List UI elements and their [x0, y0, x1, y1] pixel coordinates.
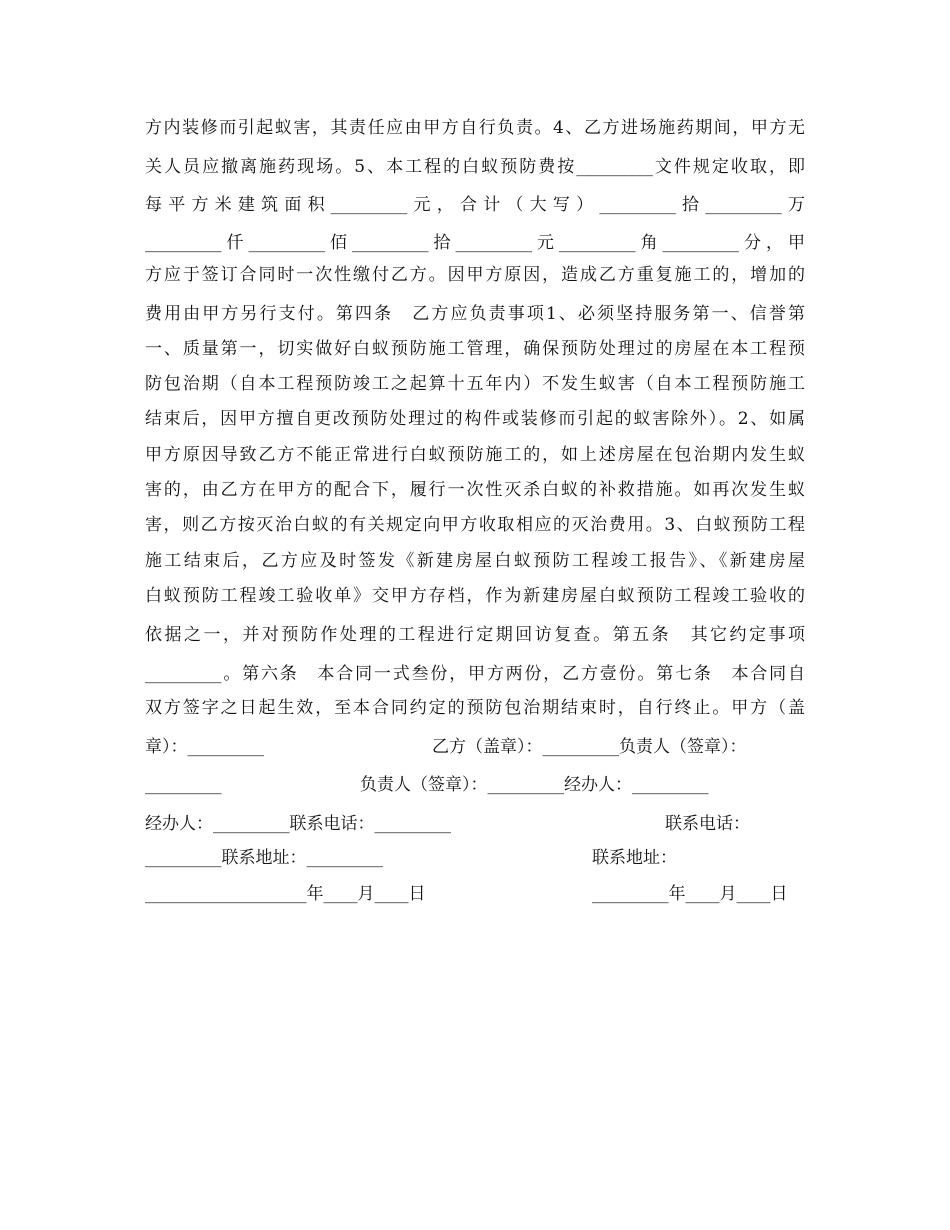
signature-row	[145, 729, 805, 765]
paragraph-line: 甲方原因导致乙方不能正常进行白蚁预防施工的，如上述房屋在包治期内发生蚁	[145, 445, 805, 465]
paragraph-line: 防包治期（自本工程预防竣工之起算十五年内）不发生蚁害（自本工程预防施工	[145, 374, 805, 394]
signature-right-text: 联系地址：	[592, 848, 677, 868]
paragraph-line: 施工结束后，乙方应及时签发《新建房屋白蚁预防工程竣工报告》、《新建房屋	[145, 551, 805, 571]
paragraph-line: 依据之一，并对预防作处理的工程进行定期回访复查。第五条 其它约定事项	[145, 625, 805, 645]
signature-left-text: 章）：_________	[145, 737, 264, 757]
paragraph-line: 每平方米建筑面积_________元，合计（大写）_________拾_________万	[145, 195, 805, 215]
paragraph-line: 结束后，因甲方擅自更改预防处理过的构件或装修而引起的蚁害除外）。2、如属	[145, 409, 805, 429]
signature-mid-text: 乙方（盖章）：_________负责人（签章）：	[432, 737, 747, 757]
paragraph-line: 白蚁预防工程竣工验收单》交甲方存档，作为新建房屋白蚁预防工程竣工验收的	[145, 586, 805, 606]
paragraph-line: _________。第六条 本合同一式叁份，甲方两份，乙方壹份。第七条 本合同自	[145, 664, 805, 684]
paragraph-line: 双方签字之日起生效，至本合同约定的预防包治期结束时，自行终止。甲方（盖	[145, 698, 805, 718]
signature-row	[145, 840, 805, 876]
signature-left-text: _________联系地址：_________	[145, 848, 383, 868]
signature-left-text: 经办人：_________联系电话：_________	[145, 814, 451, 834]
paragraph-line: _________仟_________佰_________拾_________元_________角_________分，甲	[145, 233, 805, 253]
signature-right-text: 联系电话：	[665, 814, 750, 834]
signature-date-right: _________年____月____日	[592, 884, 788, 904]
paragraph-line: 一、质量第一，切实做好白蚁预防施工管理，确保预防处理过的房屋在本工程预	[145, 339, 805, 359]
signature-left-text: _________	[145, 775, 222, 795]
paragraph-line: 费用由甲方另行支付。第四条 乙方应负责事项1、必须坚持服务第一、信誉第	[145, 304, 805, 324]
signature-row	[145, 806, 805, 842]
paragraph-line: 害，则乙方按灭治白蚁的有关规定向甲方收取相应的灭治费用。3、白蚁预防工程	[145, 515, 805, 535]
signature-row	[145, 767, 805, 803]
paragraph-line: 关人员应撤离施药现场。5、本工程的白蚁预防费按_________文件规定收取，即	[145, 157, 805, 177]
paragraph-line: 方内装修而引起蚁害，其责任应由甲方自行负责。4、乙方进场施药期间，甲方无	[145, 118, 805, 138]
signature-mid-text: 负责人（签章）：_________经办人：_________	[360, 775, 709, 795]
paragraph-line: 方应于签订合同时一次性缴付乙方。因甲方原因，造成乙方重复施工的，增加的	[145, 265, 805, 285]
signature-date-left: ___________________年____月____日	[145, 884, 426, 904]
signature-row	[145, 876, 805, 912]
paragraph-line: 害的，由乙方在甲方的配合下，履行一次性灭杀白蚁的补救措施。如再次发生蚁	[145, 480, 805, 500]
